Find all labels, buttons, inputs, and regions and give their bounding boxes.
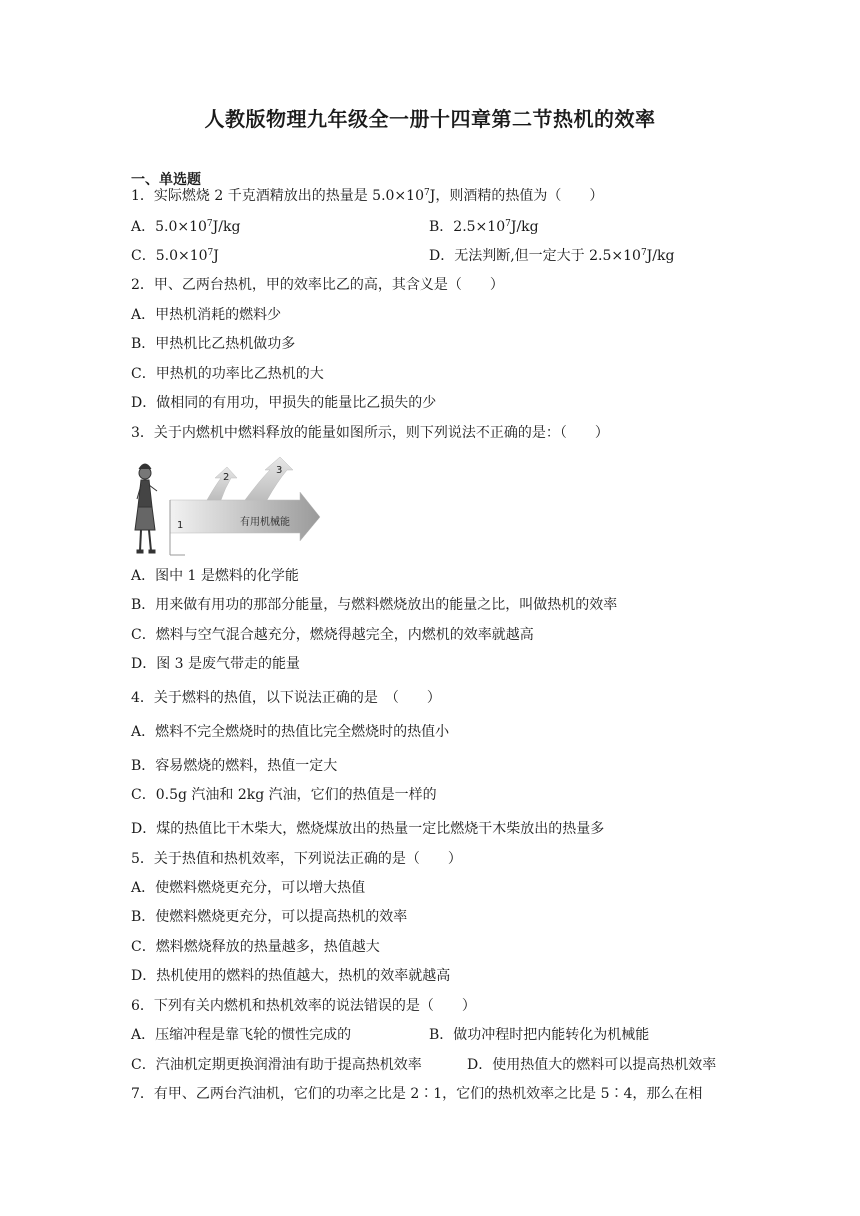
question-5-option-a: A．使燃料燃烧更充分，可以增大热值 [131,880,366,896]
figure-label-1: 1 [177,520,184,531]
question-7-stem: 7．有甲、乙两台汽油机，它们的功率之比是 2∶1，它们的热机效率之比是 5∶4，那么在相 [131,1086,703,1102]
question-2-option-c: C．甲热机的功率比乙热机的大 [131,366,324,382]
question-3-option-a: A．图中 1 是燃料的化学能 [131,568,299,584]
section-heading: 一、单选题 [131,172,201,188]
question-3-option-b: B．用来做有用功的那部分能量，与燃料燃烧放出的能量之比，叫做热机的效率 [131,597,618,613]
question-2-option-a: A．甲热机消耗的燃料少 [131,307,282,323]
person-illustration [135,464,157,553]
question-3-stem: 3．关于内燃机中燃料释放的能量如图所示，则下列说法不正确的是：（ ） [131,425,609,441]
question-4-option-d: D．煤的热值比干木柴大，燃烧煤放出的热量一定比燃烧干木柴放出的热量多 [131,821,605,837]
question-6-option-c: C．汽油机定期更换润滑油有助于提高热机效率 [131,1057,422,1073]
question-2-stem: 2．甲、乙两台热机，甲的效率比乙的高，其含义是（ ） [131,277,504,293]
question-3-option-c: C．燃料与空气混合越充分，燃烧得越完全，内燃机的效率就越高 [131,627,534,643]
question-2-option-d: D．做相同的有用功，甲损失的能量比乙损失的少 [131,395,437,411]
question-6-stem: 6．下列有关内燃机和热机效率的说法错误的是（ ） [131,998,476,1014]
question-5-option-b: B．使燃料燃烧更充分，可以提高热机的效率 [131,909,408,925]
figure-label-3: 3 [276,465,283,476]
question-5-stem: 5．关于热值和热机效率，下列说法正确的是（ ） [131,851,462,867]
page-title: 人教版物理九年级全一册十四章第二节热机的效率 [204,107,656,131]
question-3-option-d: D．图 3 是废气带走的能量 [131,656,301,672]
question-4-option-a: A．燃料不完全燃烧时的热值比完全燃烧时的热值小 [131,724,450,740]
question-1-option-d: D．无法判断,但一定大于 $2.5\times 10^7J/kg$ [429,248,675,264]
question-1-option-a: A．$5.0\times 10^7J/kg$ [131,219,241,235]
question-2-option-b: B．甲热机比乙热机做功多 [131,336,296,352]
question-1-stem: 1．实际燃烧 2 千克酒精放出的热量是 $5.0\times 10^7J$，则酒精的热值为（ ） [131,188,604,204]
question-5-option-d: D．热机使用的燃料的热值越大，热机的效率就越高 [131,968,451,984]
energy-flow-figure [125,455,325,560]
question-1-option-c: C．$5.0\times 10^7J$ [131,248,219,264]
energy-arrow-band [170,457,320,555]
question-4-stem: 4．关于燃料的热值，以下说法正确的是 （ ） [131,690,441,706]
question-6-option-a: A．压缩冲程是靠飞轮的惯性完成的 [131,1027,352,1043]
question-5-option-c: C．燃料燃烧释放的热量越多，热值越大 [131,939,380,955]
question-6-option-d: D．使用热值大的燃料可以提高热机效率 [467,1057,717,1073]
question-4-option-b: B．容易燃烧的燃料，热值一定大 [131,758,338,774]
figure-label-2: 2 [223,472,230,483]
question-4-option-c: C．0.5g 汽油和 2kg 汽油，它们的热值是一样的 [131,787,437,803]
question-1-option-b: B．$2.5\times 10^7J/kg$ [429,219,539,235]
figure-arrow-label: 有用机械能 [240,517,290,528]
question-6-option-b: B．做功冲程时把内能转化为机械能 [429,1027,650,1043]
